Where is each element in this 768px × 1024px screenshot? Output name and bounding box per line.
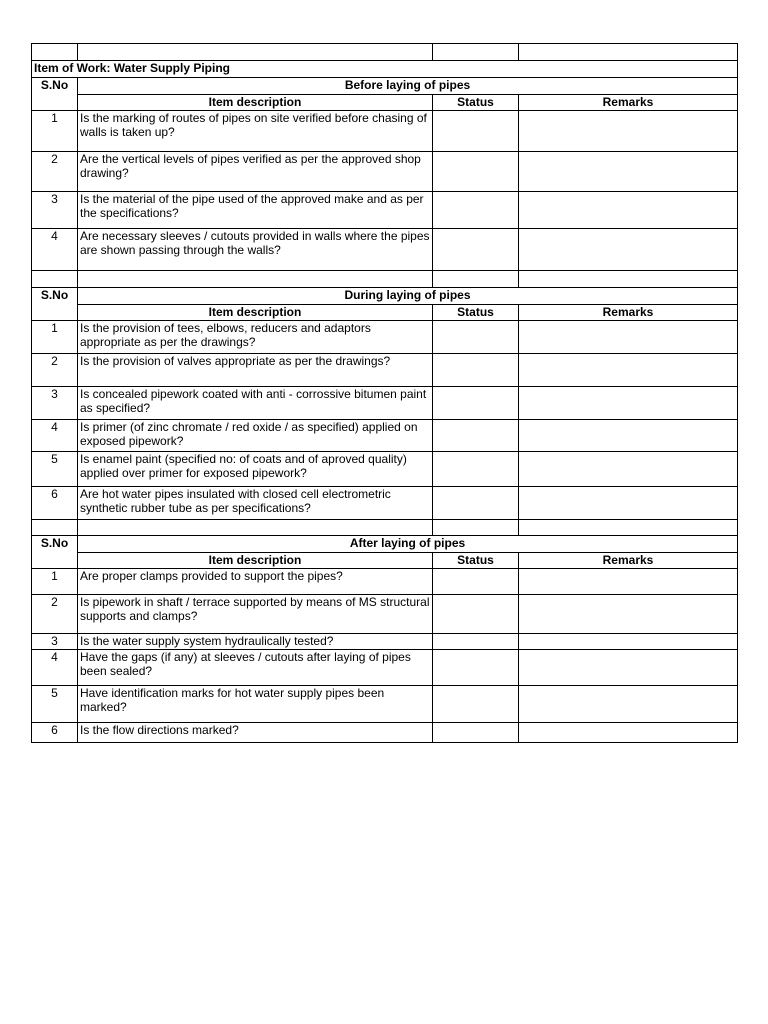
- section-header-row: [32, 288, 738, 305]
- status-cell[interactable]: [433, 321, 519, 354]
- table-row: [32, 354, 738, 387]
- table-row: [32, 111, 738, 152]
- status-cell[interactable]: [433, 452, 519, 487]
- remarks-cell[interactable]: [519, 650, 738, 686]
- table-row: [32, 686, 738, 723]
- row-number: 4: [32, 420, 78, 452]
- status-cell[interactable]: [433, 420, 519, 452]
- remarks-cell[interactable]: [519, 321, 738, 354]
- remarks-cell[interactable]: [519, 354, 738, 387]
- row-description: Is the marking of routes of pipes on site verified before chasing of walls is taken up?: [78, 111, 433, 152]
- remarks-cell[interactable]: [519, 634, 738, 650]
- column-header-row: [32, 553, 738, 569]
- item-of-work-title: Item of Work: Water Supply Piping: [32, 61, 738, 78]
- row-description: Are necessary sleeves / cutouts provided in walls where the pipes are shown passing through the walls?: [78, 229, 433, 271]
- column-header-row: [32, 95, 738, 111]
- table-row: [32, 321, 738, 354]
- remarks-header: Remarks: [519, 305, 738, 321]
- section-title: Before laying of pipes: [78, 78, 738, 95]
- table-row: [32, 634, 738, 650]
- section-title: After laying of pipes: [78, 536, 738, 553]
- status-cell[interactable]: [433, 229, 519, 271]
- checklist-table: [31, 43, 738, 743]
- status-cell[interactable]: [433, 192, 519, 229]
- row-number: 1: [32, 111, 78, 152]
- row-number: 2: [32, 152, 78, 192]
- column-header-row: [32, 305, 738, 321]
- table-row: [32, 569, 738, 595]
- status-cell[interactable]: [433, 111, 519, 152]
- remarks-cell[interactable]: [519, 111, 738, 152]
- table-row: [32, 595, 738, 634]
- item-of-work-row: [32, 61, 738, 78]
- status-cell[interactable]: [433, 650, 519, 686]
- remarks-cell[interactable]: [519, 420, 738, 452]
- table-row: [32, 487, 738, 520]
- status-cell[interactable]: [433, 634, 519, 650]
- row-number: 6: [32, 723, 78, 743]
- row-number: 1: [32, 321, 78, 354]
- status-cell[interactable]: [433, 387, 519, 420]
- row-number: 5: [32, 686, 78, 723]
- sno-header: S.No: [32, 78, 78, 111]
- row-number: 5: [32, 452, 78, 487]
- remarks-cell[interactable]: [519, 387, 738, 420]
- status-cell[interactable]: [433, 723, 519, 743]
- row-description: Have the gaps (if any) at sleeves / cutouts after laying of pipes been sealed?: [78, 650, 433, 686]
- status-header: Status: [433, 553, 519, 569]
- sno-header: S.No: [32, 288, 78, 321]
- remarks-cell[interactable]: [519, 595, 738, 634]
- blank-row: [32, 271, 738, 288]
- blank-row: [32, 520, 738, 536]
- status-cell[interactable]: [433, 595, 519, 634]
- table-row: [32, 452, 738, 487]
- remarks-header: Remarks: [519, 95, 738, 111]
- row-number: 4: [32, 650, 78, 686]
- sno-header: S.No: [32, 536, 78, 569]
- row-number: 4: [32, 229, 78, 271]
- row-number: 3: [32, 387, 78, 420]
- remarks-cell[interactable]: [519, 569, 738, 595]
- row-description: Is enamel paint (specified no: of coats and of aproved quality) applied over primer for exposed pipework?: [78, 452, 433, 487]
- description-header: Item description: [78, 95, 433, 111]
- row-description: Is pipework in shaft / terrace supported by means of MS structural supports and clamps?: [78, 595, 433, 634]
- remarks-cell[interactable]: [519, 487, 738, 520]
- row-description: Is the material of the pipe used of the approved make and as per the specifications?: [78, 192, 433, 229]
- table-row: [32, 420, 738, 452]
- remarks-cell[interactable]: [519, 229, 738, 271]
- row-description: Is the provision of tees, elbows, reducers and adaptors appropriate as per the drawings?: [78, 321, 433, 354]
- row-description: Have identification marks for hot water supply pipes been marked?: [78, 686, 433, 723]
- table-row: [32, 650, 738, 686]
- row-number: 2: [32, 595, 78, 634]
- row-number: 3: [32, 634, 78, 650]
- row-description: Is the water supply system hydraulically tested?: [78, 634, 433, 650]
- status-cell[interactable]: [433, 569, 519, 595]
- row-description: Is primer (of zinc chromate / red oxide / as specified) applied on exposed pipework?: [78, 420, 433, 452]
- table-row: [32, 152, 738, 192]
- status-cell[interactable]: [433, 487, 519, 520]
- description-header: Item description: [78, 305, 433, 321]
- section-header-row: [32, 78, 738, 95]
- table-row: [32, 192, 738, 229]
- remarks-cell[interactable]: [519, 686, 738, 723]
- row-description: Are hot water pipes insulated with closed cell electrometric synthetic rubber tube as per specifications?: [78, 487, 433, 520]
- section-header-row: [32, 536, 738, 553]
- description-header: Item description: [78, 553, 433, 569]
- row-number: 2: [32, 354, 78, 387]
- status-cell[interactable]: [433, 686, 519, 723]
- remarks-cell[interactable]: [519, 723, 738, 743]
- row-number: 6: [32, 487, 78, 520]
- table-row: [32, 723, 738, 743]
- table-row: [32, 229, 738, 271]
- row-description: Is the flow directions marked?: [78, 723, 433, 743]
- row-description: Is the provision of valves appropriate as per the drawings?: [78, 354, 433, 387]
- status-cell[interactable]: [433, 152, 519, 192]
- row-description: Are the vertical levels of pipes verified as per the approved shop drawing?: [78, 152, 433, 192]
- remarks-cell[interactable]: [519, 192, 738, 229]
- remarks-cell[interactable]: [519, 452, 738, 487]
- row-number: 1: [32, 569, 78, 595]
- section-title: During laying of pipes: [78, 288, 738, 305]
- status-cell[interactable]: [433, 354, 519, 387]
- row-number: 3: [32, 192, 78, 229]
- row-description: Are proper clamps provided to support the pipes?: [78, 569, 433, 595]
- row-description: Is concealed pipework coated with anti - corrossive bitumen paint as specified?: [78, 387, 433, 420]
- table-row: [32, 387, 738, 420]
- status-header: Status: [433, 95, 519, 111]
- remarks-header: Remarks: [519, 553, 738, 569]
- status-header: Status: [433, 305, 519, 321]
- remarks-cell[interactable]: [519, 152, 738, 192]
- blank-row: [32, 44, 738, 61]
